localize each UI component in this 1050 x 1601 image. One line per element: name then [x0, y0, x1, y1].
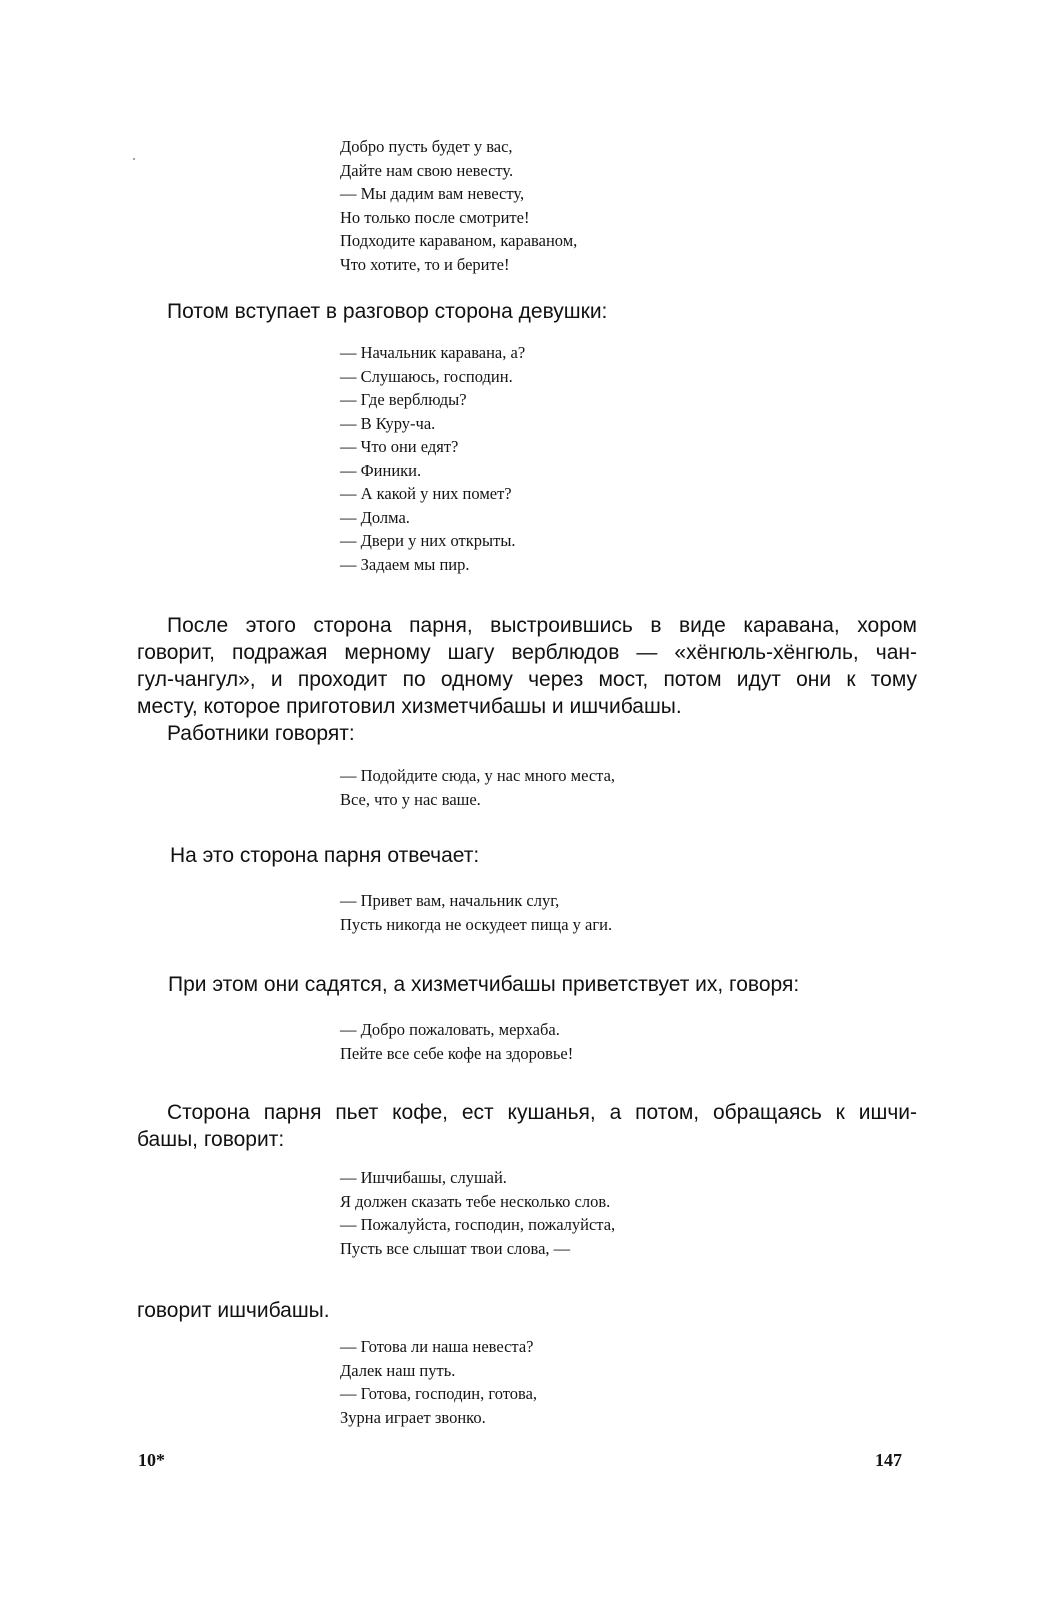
- verse-line: Но только после смотрите!: [340, 207, 530, 227]
- verse-line: — Начальник каравана, а?: [340, 343, 526, 362]
- verse-line: Что хотите, то и берите!: [340, 254, 510, 274]
- signature-mark: 10*: [138, 1450, 165, 1470]
- prose-line: башы, говорит:: [137, 1128, 285, 1151]
- verse-stanza-2: [340, 341, 525, 576]
- verse-line: Зурна играет звонко.: [340, 1407, 486, 1427]
- verse-line: — Где верблюды?: [340, 390, 467, 409]
- verse-line: — Двери у них открыты.: [340, 531, 516, 550]
- verse-line: — Долма.: [340, 507, 410, 527]
- verse-line: — Добро пожаловать, мерхаба.: [340, 1020, 560, 1039]
- verse-line: — Готова ли наша невеста?: [340, 1337, 534, 1356]
- prose-line: После этого сторона парня, выстроившись в виде каравана, хором: [167, 614, 917, 637]
- verse-line: — В Куру-ча.: [340, 413, 436, 433]
- verse-line: — Пожалуйста, господин, пожалуйста,: [340, 1215, 616, 1234]
- prose-line: Потом вступает в разговор сторона девушки:: [167, 300, 608, 323]
- verse-line: Пейте все себе кофе на здоровье!: [340, 1043, 574, 1063]
- prose-line: месту, которое приготовил хизметчибашы и ишчибашы.: [137, 695, 682, 718]
- verse-line: Дайте нам свою невесту.: [340, 160, 514, 180]
- prose-line: На это сторона парня отвечает:: [170, 844, 480, 867]
- prose-line: Работники говорят:: [167, 722, 355, 745]
- verse-stanza-5: [340, 1018, 573, 1065]
- verse-line: — Привет вам, начальник слуг,: [340, 891, 560, 910]
- verse-line: — Задаем мы пир.: [340, 554, 470, 574]
- verse-line: — Готова, господин, готова,: [340, 1384, 538, 1403]
- prose-paragraph-7: [137, 1297, 330, 1324]
- verse-line: Пусть никогда не оскудеет пища у аги.: [340, 914, 613, 934]
- verse-stanza-3: [340, 764, 615, 811]
- prose-line: гул-чангул», и проходит по одному через мост, потом идут они к тому: [137, 668, 917, 691]
- prose-paragraph-2: [137, 612, 917, 720]
- verse-line: — А какой у них помет?: [340, 484, 512, 503]
- verse-line: Подходите караваном, караваном,: [340, 231, 578, 250]
- prose-line: При этом они садятся, а хизметчибашы приветствует их, говоря:: [168, 973, 800, 996]
- prose-paragraph-6: [137, 1099, 917, 1153]
- verse-line: — Мы дадим вам невесту,: [340, 184, 525, 203]
- verse-stanza-1: [340, 135, 577, 276]
- verse-line: — Подойдите сюда, у нас много места,: [340, 766, 616, 785]
- verse-line: — Ишчибашы, слушай.: [340, 1168, 507, 1187]
- prose-line: Сторона парня пьет кофе, ест кушанья, а потом, обращаясь к ишчи-: [167, 1101, 917, 1124]
- verse-line: Далек наш путь.: [340, 1360, 456, 1380]
- prose-paragraph-1: [167, 298, 607, 325]
- verse-line: — Что они едят?: [340, 437, 459, 456]
- prose-line: говорит, подражая мерному шагу верблюдов — «хёнгюль-хёнгюль, чан-: [137, 641, 917, 664]
- prose-line: говорит ишчибашы.: [137, 1299, 330, 1322]
- print-speck: [133, 158, 135, 160]
- verse-line: Добро пусть будет у вас,: [340, 137, 513, 156]
- prose-paragraph-3: [167, 720, 355, 747]
- verse-line: Пусть все слышат твои слова, —: [340, 1238, 571, 1258]
- prose-paragraph-4: [170, 842, 479, 869]
- verse-line: — Слушаюсь, господин.: [340, 366, 513, 386]
- page-number: 147: [875, 1450, 902, 1470]
- prose-paragraph-5: [168, 971, 799, 998]
- verse-line: Я должен сказать тебе несколько слов.: [340, 1191, 611, 1211]
- verse-line: — Финики.: [340, 460, 422, 480]
- verse-line: Все, что у нас ваше.: [340, 789, 481, 809]
- verse-stanza-6: [340, 1166, 615, 1260]
- verse-stanza-4: [340, 889, 612, 936]
- verse-stanza-7: [340, 1335, 537, 1429]
